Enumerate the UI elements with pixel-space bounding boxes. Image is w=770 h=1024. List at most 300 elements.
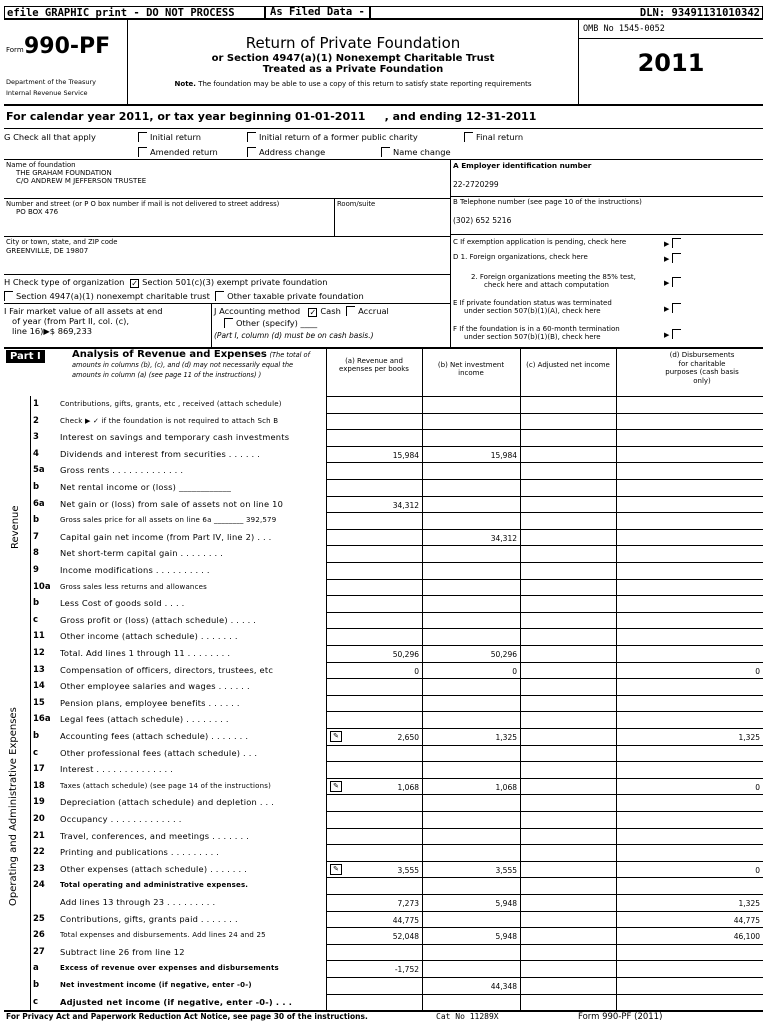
table-row bbox=[4, 977, 763, 994]
line-label: Occupancy . . . . . . . . . . . . . bbox=[60, 814, 182, 824]
cell-col-a bbox=[326, 944, 422, 961]
line-number: 2 bbox=[33, 415, 39, 426]
cell-col-b bbox=[422, 778, 520, 795]
h-type-line1 bbox=[4, 277, 328, 288]
cell-col-c bbox=[520, 429, 616, 446]
line-label: Taxes (attach schedule) (see page 14 of the instructions) bbox=[60, 781, 272, 790]
cell-col-d bbox=[616, 429, 763, 446]
cell-value: 15,984 bbox=[392, 450, 419, 460]
line-number: 11 bbox=[33, 631, 45, 642]
street-value: PO BOX 476 bbox=[16, 208, 59, 216]
cell-col-a bbox=[326, 645, 422, 662]
cell-col-a bbox=[326, 429, 422, 446]
line-label: Legal fees (attach schedule) . . . . . . . . bbox=[60, 714, 229, 725]
revenue-side-label: Revenue bbox=[10, 505, 21, 549]
line-number: 25 bbox=[33, 913, 45, 924]
table-row bbox=[4, 645, 763, 662]
cell-value: 7,273 bbox=[397, 899, 419, 908]
table-row bbox=[4, 877, 763, 894]
table-row bbox=[4, 396, 763, 413]
col-c-header: (c) Adjusted net income bbox=[526, 361, 610, 369]
h-other-checkbox[interactable] bbox=[215, 291, 224, 301]
cell-col-b bbox=[422, 728, 520, 745]
cell-col-c bbox=[520, 745, 616, 762]
g-address-change[interactable]: Address change bbox=[247, 147, 325, 157]
h-type-line2 bbox=[4, 291, 364, 301]
cell-col-b bbox=[422, 844, 520, 861]
calendar-year-line bbox=[6, 110, 536, 123]
cell-col-b bbox=[422, 761, 520, 778]
line-number: 19 bbox=[33, 797, 45, 808]
cell-value: 1,325 bbox=[738, 899, 760, 908]
cell-col-c bbox=[520, 960, 616, 977]
dept-treasury: Department of the Treasury bbox=[6, 78, 97, 86]
attachment-icon[interactable]: ✎ bbox=[330, 731, 342, 742]
d2-label-2: check here and attach computation bbox=[484, 281, 609, 289]
cell-col-b bbox=[422, 479, 520, 496]
line-label: Interest . . . . . . . . . . . . . . bbox=[60, 764, 174, 775]
efile-label: efile GRAPHIC print - DO NOT PROCESS bbox=[7, 7, 235, 19]
cell-col-d bbox=[616, 778, 763, 795]
i-label-2: of year (from Part II, col. (c), bbox=[12, 316, 130, 326]
cell-col-d bbox=[616, 396, 763, 413]
cell-col-d bbox=[616, 512, 763, 529]
cell-col-a bbox=[326, 994, 422, 1011]
form-prefix: Form bbox=[6, 46, 24, 54]
cell-col-b bbox=[422, 512, 520, 529]
line-number: 22 bbox=[33, 847, 45, 858]
line-label: Other expenses (attach schedule) . . . . . . . bbox=[60, 863, 247, 874]
cell-col-a bbox=[326, 711, 422, 728]
part1-table bbox=[4, 396, 763, 1010]
line-label: Net gain or (loss) from sale of assets not on line 10 bbox=[60, 498, 284, 509]
cell-col-a bbox=[326, 894, 422, 911]
line-number: b bbox=[33, 515, 40, 526]
city-value: GREENVILLE, DE 19807 bbox=[6, 247, 89, 255]
cell-value: 15,984 bbox=[490, 450, 517, 460]
g-name-change[interactable]: Name change bbox=[381, 147, 451, 157]
line-number: 4 bbox=[33, 448, 39, 459]
j-cash: Cash bbox=[320, 306, 341, 316]
cell-col-a bbox=[326, 678, 422, 695]
cell-value: 0 bbox=[755, 865, 760, 875]
table-row bbox=[4, 496, 763, 513]
h-opt-4947: Section 4947(a)(1) nonexempt charitable trust bbox=[16, 291, 210, 301]
c-exemption-label: C If exemption application is pending, check here bbox=[453, 238, 627, 246]
table-row bbox=[4, 778, 763, 795]
cell-col-a bbox=[326, 579, 422, 596]
line-label: Subtract line 26 from line 12 bbox=[60, 946, 185, 957]
cell-col-c bbox=[520, 496, 616, 513]
city-label: City or town, state, and ZIP code bbox=[6, 238, 118, 246]
calendar-begin: For calendar year 2011, or tax year beginning 01-01-2011 bbox=[6, 110, 366, 123]
col-d-header: (d) Disbursements for charitable purposes (cash basis only) bbox=[665, 351, 739, 385]
cell-col-d bbox=[616, 662, 763, 679]
table-row bbox=[4, 562, 763, 579]
cell-col-d bbox=[616, 944, 763, 961]
table-row bbox=[4, 927, 763, 944]
dln-label: DLN: 93491131010342 bbox=[639, 7, 760, 19]
table-row bbox=[4, 446, 763, 463]
cell-col-b bbox=[422, 877, 520, 894]
cell-col-a bbox=[326, 977, 422, 994]
table-row bbox=[4, 745, 763, 762]
cell-value: 52,048 bbox=[392, 932, 419, 942]
line-number: 7 bbox=[33, 531, 39, 542]
cell-value: 5,948 bbox=[495, 899, 517, 908]
cell-col-b bbox=[422, 994, 520, 1011]
foundation-name-1: THE GRAHAM FOUNDATION bbox=[16, 169, 112, 177]
phone-label: B Telephone number (see page 10 of the instructions) bbox=[453, 198, 642, 206]
cell-col-a bbox=[326, 911, 422, 928]
cell-col-a bbox=[326, 628, 422, 645]
table-row bbox=[4, 628, 763, 645]
cell-col-c bbox=[520, 944, 616, 961]
cell-col-b bbox=[422, 496, 520, 513]
efile-banner bbox=[4, 6, 763, 20]
cell-col-c bbox=[520, 446, 616, 463]
table-row bbox=[4, 529, 763, 546]
cell-col-c bbox=[520, 462, 616, 479]
table-row bbox=[4, 761, 763, 778]
line-label: Printing and publications . . . . . . . . . bbox=[60, 847, 220, 858]
cell-col-d bbox=[616, 861, 763, 878]
line-label: Accounting fees (attach schedule) . . . . . . . bbox=[60, 731, 249, 741]
cell-col-c bbox=[520, 894, 616, 911]
cell-col-c bbox=[520, 662, 616, 679]
cell-value: 34,312 bbox=[490, 533, 517, 543]
cell-col-b bbox=[422, 960, 520, 977]
table-row bbox=[4, 811, 763, 828]
cell-col-a bbox=[326, 695, 422, 712]
cell-value: 2,650 bbox=[397, 733, 419, 742]
cell-col-d bbox=[616, 811, 763, 828]
cell-col-c bbox=[520, 645, 616, 662]
cell-col-b bbox=[422, 828, 520, 845]
form-id-block bbox=[4, 20, 128, 106]
cat-number: Cat No 11289X bbox=[436, 1012, 499, 1021]
line-number: 17 bbox=[33, 764, 45, 775]
cell-value: 1,325 bbox=[738, 733, 760, 742]
phone-value: (302) 652 5216 bbox=[453, 216, 512, 225]
cell-col-a bbox=[326, 662, 422, 679]
cell-col-c bbox=[520, 529, 616, 546]
cell-col-a bbox=[326, 479, 422, 496]
cell-col-b bbox=[422, 944, 520, 961]
cell-col-a bbox=[326, 960, 422, 977]
cell-value: 0 bbox=[414, 666, 419, 676]
cell-col-b bbox=[422, 911, 520, 928]
cell-col-d bbox=[616, 529, 763, 546]
line-number: 10a bbox=[33, 581, 51, 592]
line-label: Travel, conferences, and meetings . . . . . . . bbox=[60, 830, 249, 841]
cell-col-d bbox=[616, 562, 763, 579]
cell-col-d bbox=[616, 595, 763, 612]
expenses-side-label: Operating and Administrative Expenses bbox=[8, 707, 19, 906]
e-checkbox[interactable]: ▶ bbox=[664, 303, 684, 313]
cell-col-b bbox=[422, 745, 520, 762]
h-4947-checkbox[interactable] bbox=[4, 291, 13, 301]
table-row bbox=[4, 960, 763, 977]
i-label-1: I Fair market value of all assets at end bbox=[4, 306, 163, 316]
i-value: $ 869,233 bbox=[49, 326, 93, 336]
form-subtitle-2: Treated as a Private Foundation bbox=[262, 64, 444, 75]
d1-checkbox[interactable]: ▶ bbox=[664, 253, 684, 263]
cell-col-c bbox=[520, 994, 616, 1011]
h-501c3-checkbox[interactable]: ✓ bbox=[131, 279, 138, 288]
cell-col-b bbox=[422, 545, 520, 562]
line-number: 1 bbox=[33, 399, 39, 409]
j-accrual-checkbox[interactable] bbox=[346, 306, 355, 316]
form-title-block bbox=[128, 20, 578, 106]
form-title: Return of Private Foundation bbox=[245, 34, 461, 52]
cell-value: 0 bbox=[755, 666, 760, 676]
c-checkbox[interactable]: ▶ bbox=[664, 238, 684, 248]
cell-col-b bbox=[422, 678, 520, 695]
line-label: Adjusted net income (if negative, enter -0-) . . . bbox=[60, 996, 293, 1007]
table-row bbox=[4, 462, 763, 479]
line-label: Total expenses and disbursements. Add lines 24 and 25 bbox=[60, 931, 266, 940]
line-label: Pension plans, employee benefits . . . . . . bbox=[60, 697, 240, 708]
cell-col-d bbox=[616, 877, 763, 894]
cell-col-c bbox=[520, 728, 616, 745]
cell-col-d bbox=[616, 545, 763, 562]
table-row bbox=[4, 512, 763, 529]
g-amended-return[interactable]: Amended return bbox=[138, 147, 218, 157]
line-label: Depreciation (attach schedule) and depletion . . . bbox=[60, 797, 275, 808]
cell-col-a bbox=[326, 446, 422, 463]
table-row bbox=[4, 944, 763, 961]
cell-col-b bbox=[422, 595, 520, 612]
line-label: Compensation of officers, directors, trustees, etc bbox=[60, 664, 274, 675]
cell-col-a bbox=[326, 496, 422, 513]
line-number: 23 bbox=[33, 863, 45, 874]
line-number: 26 bbox=[33, 930, 45, 941]
f-checkbox[interactable]: ▶ bbox=[664, 329, 684, 339]
cell-col-c bbox=[520, 678, 616, 695]
line-number: 18 bbox=[33, 780, 45, 791]
cell-col-b bbox=[422, 645, 520, 662]
line-label: Gross sales price for all assets on line 6a ________ 392,579 bbox=[60, 516, 277, 525]
table-row bbox=[4, 711, 763, 728]
line-number: 15 bbox=[33, 697, 45, 708]
table-row bbox=[4, 579, 763, 596]
attachment-icon[interactable]: ✎ bbox=[330, 864, 342, 875]
cell-value: 0 bbox=[512, 666, 517, 676]
cell-col-c bbox=[520, 794, 616, 811]
line-label: Dividends and interest from securities . . . . . . bbox=[60, 448, 261, 459]
cell-value: 50,296 bbox=[490, 650, 517, 659]
cell-col-c bbox=[520, 778, 616, 795]
omb-block bbox=[578, 20, 763, 106]
table-row bbox=[4, 429, 763, 446]
cell-col-a bbox=[326, 778, 422, 795]
cell-col-b bbox=[422, 794, 520, 811]
part1-subtitle: (The total of amounts in columns (b), (c), and (d) may not necessarily equal the amounts in column (a) (see page 11 of the instructions) ) bbox=[72, 351, 310, 379]
cell-col-a bbox=[326, 745, 422, 762]
line-number: 3 bbox=[33, 432, 39, 443]
line-number: b bbox=[33, 731, 40, 741]
cell-col-a bbox=[326, 462, 422, 479]
cell-col-b bbox=[422, 695, 520, 712]
tax-year: 2011 bbox=[637, 49, 705, 77]
line-number: 8 bbox=[33, 548, 39, 559]
table-row bbox=[4, 678, 763, 695]
cell-col-d bbox=[616, 446, 763, 463]
cell-col-a bbox=[326, 512, 422, 529]
cell-col-b bbox=[422, 462, 520, 479]
cell-col-a bbox=[326, 828, 422, 845]
table-row bbox=[4, 794, 763, 811]
ein-label: A Employer identification number bbox=[453, 161, 592, 170]
cell-col-a bbox=[326, 877, 422, 894]
cell-col-d bbox=[616, 678, 763, 695]
cell-value: 46,100 bbox=[733, 932, 760, 942]
cell-col-b bbox=[422, 579, 520, 596]
line-label: Capital gain net income (from Part IV, line 2) . . . bbox=[60, 531, 272, 542]
line-label: Excess of revenue over expenses and disbursements bbox=[60, 964, 279, 973]
cell-col-c bbox=[520, 711, 616, 728]
cell-col-a bbox=[326, 396, 422, 413]
line-label: Interest on savings and temporary cash investments bbox=[60, 432, 290, 443]
d2-label-1: 2. Foreign organizations meeting the 85% test, bbox=[471, 273, 636, 281]
cell-col-d bbox=[616, 628, 763, 645]
cell-col-d bbox=[616, 745, 763, 762]
cell-col-c bbox=[520, 877, 616, 894]
line-label: Net investment income (if negative, enter -0-) bbox=[60, 981, 252, 989]
cell-col-d bbox=[616, 462, 763, 479]
cell-col-b bbox=[422, 396, 520, 413]
cell-col-a bbox=[326, 595, 422, 612]
line-label: Contributions, gifts, grants, etc , received (attach schedule) bbox=[60, 400, 282, 408]
line-label: Other professional fees (attach schedule) . . . bbox=[60, 747, 258, 758]
j-note: (Part I, column (d) must be on cash basis.) bbox=[214, 331, 374, 340]
cell-col-b bbox=[422, 562, 520, 579]
cell-col-a bbox=[326, 529, 422, 546]
i-fmv-block: I Fair market value of all assets at end of year (from Part II, col. (c), line 16)▶$ 869,233 bbox=[4, 306, 163, 336]
cell-col-d bbox=[616, 894, 763, 911]
g-final-return[interactable]: Final return bbox=[464, 132, 523, 142]
line-number: 16a bbox=[33, 714, 51, 725]
cell-value: 5,948 bbox=[495, 932, 517, 942]
g-initial-former[interactable]: Initial return of a former public charity bbox=[247, 132, 418, 142]
line-number: c bbox=[33, 747, 39, 758]
cell-col-b bbox=[422, 662, 520, 679]
cell-col-c bbox=[520, 579, 616, 596]
line-label: Gross sales less returns and allowances bbox=[60, 582, 207, 591]
cell-col-d bbox=[616, 496, 763, 513]
line-label: Income modifications . . . . . . . . . . bbox=[60, 565, 210, 575]
cell-col-c bbox=[520, 628, 616, 645]
g-initial-return[interactable]: Initial return bbox=[138, 132, 201, 142]
cell-col-c bbox=[520, 861, 616, 878]
dept-irs: Internal Revenue Service bbox=[6, 89, 88, 97]
cell-col-a bbox=[326, 794, 422, 811]
cell-col-c bbox=[520, 828, 616, 845]
cell-col-b bbox=[422, 927, 520, 944]
line-label: Net short-term capital gain . . . . . . . . bbox=[60, 548, 224, 559]
cell-col-d bbox=[616, 994, 763, 1011]
cell-col-a bbox=[326, 811, 422, 828]
line-number: c bbox=[33, 996, 39, 1007]
line-number: b bbox=[33, 482, 40, 492]
cell-col-d bbox=[616, 612, 763, 629]
cell-value: 34,312 bbox=[392, 500, 419, 510]
form-number: 990-PF bbox=[24, 34, 111, 59]
cell-col-a bbox=[326, 612, 422, 629]
cell-value: 44,775 bbox=[392, 915, 419, 925]
cell-col-b bbox=[422, 861, 520, 878]
table-row bbox=[4, 728, 763, 745]
j-other-checkbox[interactable] bbox=[224, 318, 233, 328]
cell-col-d bbox=[616, 828, 763, 845]
table-row bbox=[4, 844, 763, 861]
cell-col-c bbox=[520, 695, 616, 712]
e-label-1: E If private foundation status was terminated bbox=[453, 299, 612, 307]
table-row bbox=[4, 479, 763, 496]
line-number: 24 bbox=[33, 880, 45, 891]
table-row bbox=[4, 662, 763, 679]
cell-col-d bbox=[616, 711, 763, 728]
cell-value: 1,068 bbox=[397, 782, 419, 792]
cell-value: 3,555 bbox=[397, 865, 419, 875]
line-number: 9 bbox=[33, 565, 39, 575]
cell-value: 3,555 bbox=[495, 865, 517, 875]
d1-label: D 1. Foreign organizations, check here bbox=[453, 253, 588, 261]
attachment-icon[interactable]: ✎ bbox=[330, 781, 342, 792]
cell-col-d bbox=[616, 844, 763, 861]
street-label: Number and street (or P O box number if mail is not delivered to street address) bbox=[6, 200, 280, 208]
cell-col-b bbox=[422, 894, 520, 911]
line-label: Less Cost of goods sold . . . . bbox=[60, 598, 185, 609]
cell-col-a bbox=[326, 413, 422, 430]
cell-col-c bbox=[520, 811, 616, 828]
cell-value: 44,348 bbox=[490, 982, 517, 991]
form-990pf-page bbox=[4, 6, 763, 1022]
cell-col-d bbox=[616, 728, 763, 745]
line-label: Add lines 13 through 23 . . . . . . . . . bbox=[60, 897, 216, 907]
line-number: 20 bbox=[33, 814, 45, 824]
j-other: Other (specify) ____ bbox=[224, 318, 317, 328]
cell-col-d bbox=[616, 645, 763, 662]
cell-col-c bbox=[520, 512, 616, 529]
foundation-name-2: C/O ANDREW M JEFFERSON TRUSTEE bbox=[16, 177, 147, 185]
line-number: 14 bbox=[33, 681, 45, 692]
form-header bbox=[4, 20, 763, 106]
line-label: Contributions, gifts, grants paid . . . . . . . bbox=[60, 913, 238, 924]
line-label: Check ▶ ✓ if the foundation is not required to attach Sch B bbox=[60, 416, 279, 425]
h-opt-other: Other taxable private foundation bbox=[227, 291, 364, 301]
cell-col-c bbox=[520, 479, 616, 496]
line-number: 6a bbox=[33, 498, 45, 509]
j-cash-checkbox[interactable]: ✓ bbox=[309, 308, 317, 317]
cell-col-c bbox=[520, 413, 616, 430]
cell-col-d bbox=[616, 695, 763, 712]
cell-value: 44,775 bbox=[733, 915, 760, 925]
form-footer-id: Form 990-PF (2011) bbox=[578, 1012, 663, 1022]
table-row bbox=[4, 894, 763, 911]
cell-col-a bbox=[326, 861, 422, 878]
line-number: 5a bbox=[33, 465, 45, 476]
line-number: c bbox=[33, 614, 39, 625]
line-label: Gross rents . . . . . . . . . . . . . bbox=[60, 465, 184, 476]
d2-checkbox[interactable]: ▶ bbox=[664, 277, 684, 287]
part1-title: Analysis of Revenue and Expenses bbox=[72, 349, 267, 360]
cell-col-a bbox=[326, 844, 422, 861]
line-number: b bbox=[33, 980, 40, 990]
table-row bbox=[4, 695, 763, 712]
cell-col-c bbox=[520, 761, 616, 778]
